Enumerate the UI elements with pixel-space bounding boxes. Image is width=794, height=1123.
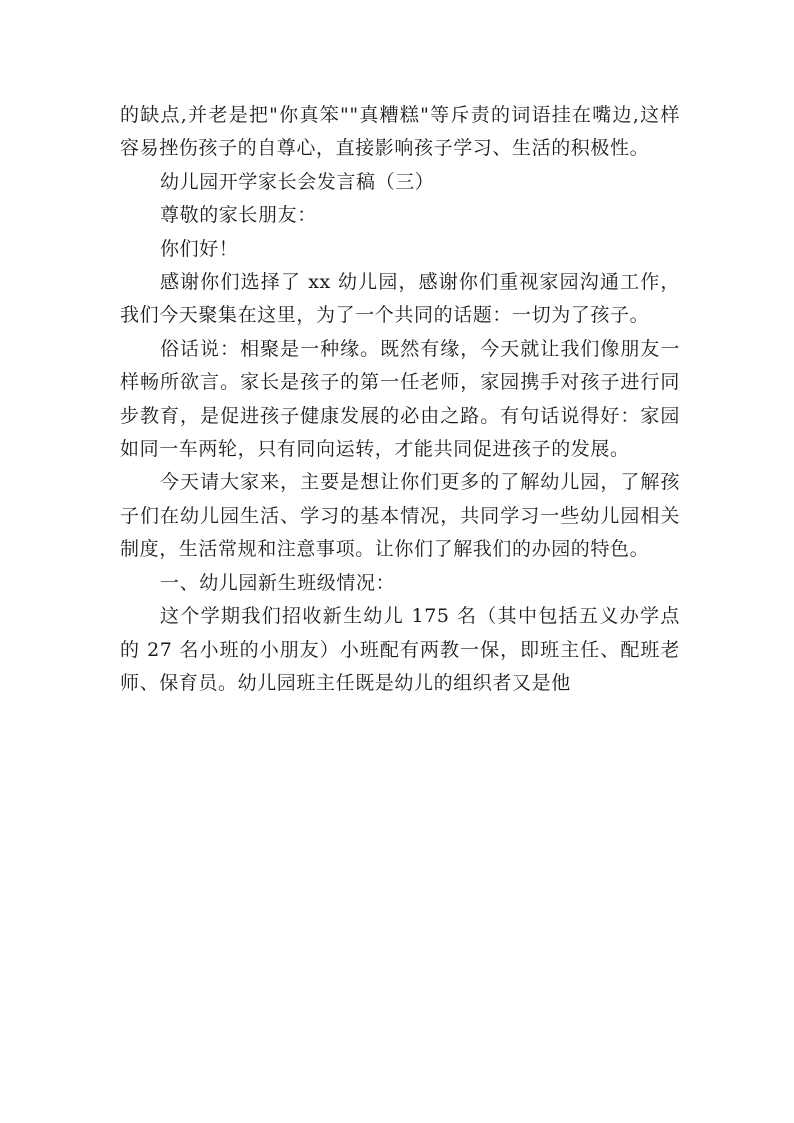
paragraph-enrollment: 这个学期我们招收新生幼儿 175 名（其中包括五义办学点的 27 名小班的小朋友）小班配有两教一保，即班主任、配班老师、保育员。幼儿园班主任既是幼儿的组织者又是他 — [120, 605, 680, 694]
greeting: 你们好！ — [160, 237, 239, 260]
paragraph-thanks: 感谢你们选择了 xx 幼儿园，感谢你们重视家园沟通工作，我们今天聚集在这里，为了一个共同的话题：一切为了孩子。 — [120, 271, 680, 327]
subsection-heading: 一、幼儿园新生班级情况： — [160, 571, 396, 594]
paragraph-purpose: 今天请大家来，主要是想让你们更多的了解幼儿园，了解孩子们在幼儿园生活、学习的基本情况，共同学习一些幼儿园相关制度，生活常规和注意事项。让你们了解我们的办园的特色。 — [120, 471, 680, 561]
salutation: 尊敬的家长朋友： — [160, 204, 317, 227]
paragraph-continuation: 的缺点,并老是把"你真笨""真糟糕"等斥责的词语挂在嘴边,这样容易挫伤孩子的自尊心，直接影响孩子学习、生活的积极性。 — [120, 104, 680, 160]
section-title: 幼儿园开学家长会发言稿（三） — [160, 170, 435, 193]
document-body — [120, 99, 680, 700]
paragraph-proverb: 俗话说：相聚是一种缘。既然有缘，今天就让我们像朋友一样畅所欲言。家长是孩子的第一任老师，家园携手对孩子进行同步教育，是促进孩子健康发展的必由之路。有句话说得好：家园如同一车两轮，只有同向运转，才能共同促进孩子的发展。 — [120, 337, 680, 461]
